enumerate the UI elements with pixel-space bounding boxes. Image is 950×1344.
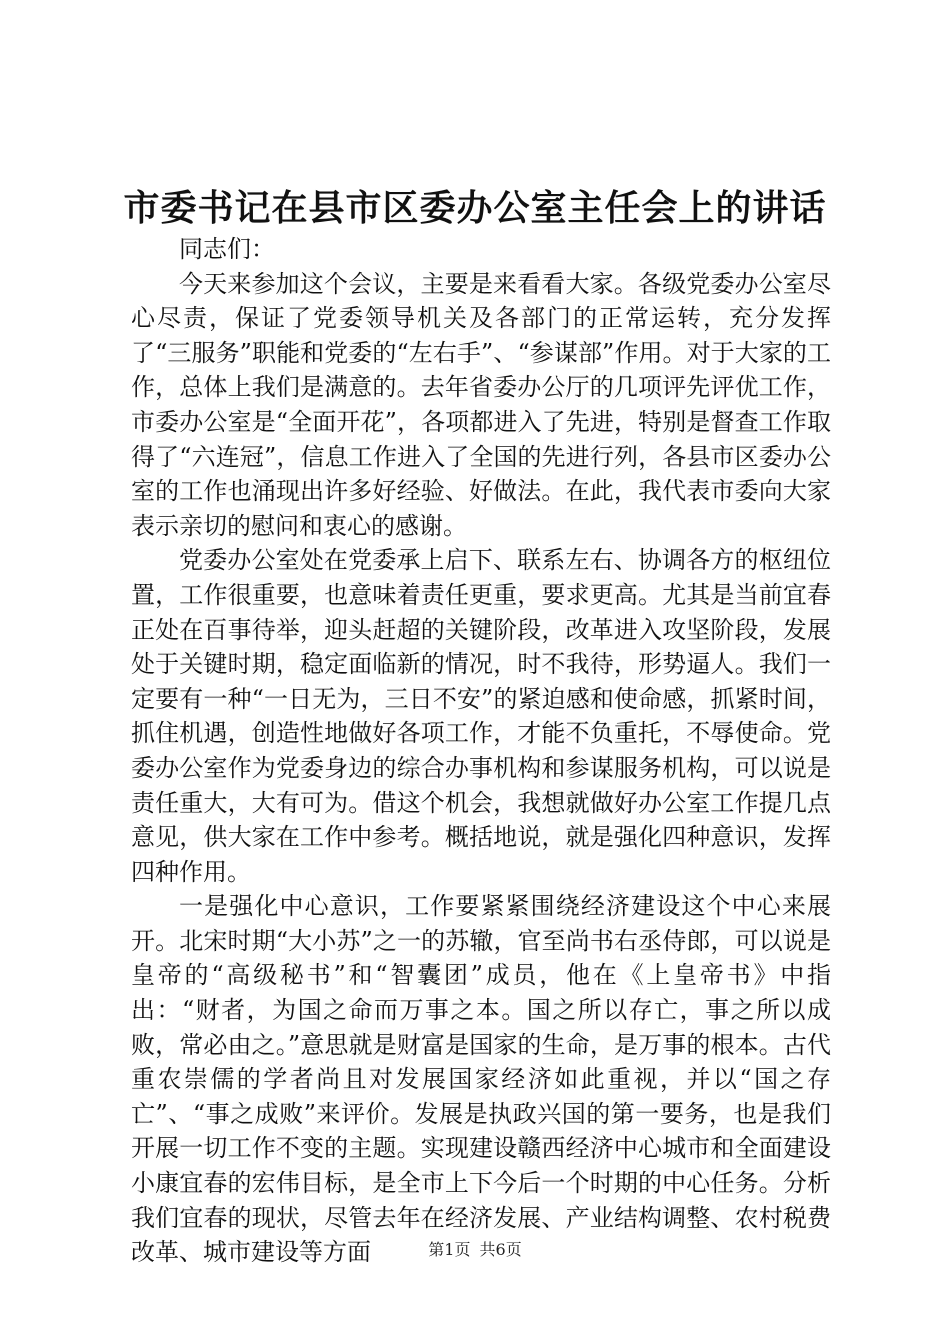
paragraph-3: 一是强化中心意识，工作要紧紧围绕经济建设这个中心来展开。北宋时期“大小苏”之一的苏辙，官至尚书右丞侍郎，可以说是皇帝的“高级秘书”和“智囊团”成员，他在《上皇帝书》中指出：“财者，为国之命而万事之本。国之所以存亡，事之所以成败，常必由之。”意思就是财富是国家的生命，是万事的根本。古代重农崇儒的学者尚且对发展国家经济如此重视，并以“国之存亡”、“事之成败”来评价。发展是执政兴国的第一要务，也是我们开展一切工作不变的主题。实现建设赣西经济中心城市和全面建设小康宜春的宏伟目标，是全市上下今后一个时期的中心任务。分析我们宜春的现状，尽管去年在经济发展、产业结构调整、农村税费改革、城市建设等方面 <box>131 892 831 1267</box>
salutation: 同志们： <box>179 235 275 263</box>
page-total: 共6页 <box>479 1240 522 1259</box>
document-body <box>131 232 831 1270</box>
document-title: 市委书记在县市区委办公室主任会上的讲话 <box>123 187 827 229</box>
page-footer <box>0 1238 950 1262</box>
paragraph-1: 今天来参加这个会议，主要是来看看大家。各级党委办公室尽心尽责，保证了党委领导机关及各部门的正常运转，充分发挥了“三服务”职能和党委的“左右手”、“参谋部”作用。对于大家的工作，总体上我们是满意的。去年省委办公厅的几项评先评优工作，市委办公室是“全面开花”，各项都进入了先进，特别是督查工作取得了“六连冠”，信息工作进入了全国的先进行列，各县市区委办公室的工作也涌现出许多好经验、好做法。在此，我代表市委向大家表示亲切的慰问和衷心的感谢。 <box>131 269 831 540</box>
page-number: 第1页 <box>428 1240 471 1259</box>
paragraph-2: 党委办公室处在党委承上启下、联系左右、协调各方的枢纽位置，工作很重要，也意味着责任更重，要求更高。尤其是当前宜春正处在百事待举，迎头赶超的关键阶段，改革进入攻坚阶段，发展处于关键时期，稳定面临新的情况，时不我待，形势逼人。我们一定要有一种“一日无为，三日不安”的紧迫感和使命感，抓紧时间，抓住机遇，创造性地做好各项工作，才能不负重托，不辱使命。党委办公室作为党委身边的综合办事机构和参谋服务机构，可以说是责任重大，大有可为。借这个机会，我想就做好办公室工作提几点意见，供大家在工作中参考。概括地说，就是强化四种意识，发挥四种作用。 <box>131 546 831 886</box>
